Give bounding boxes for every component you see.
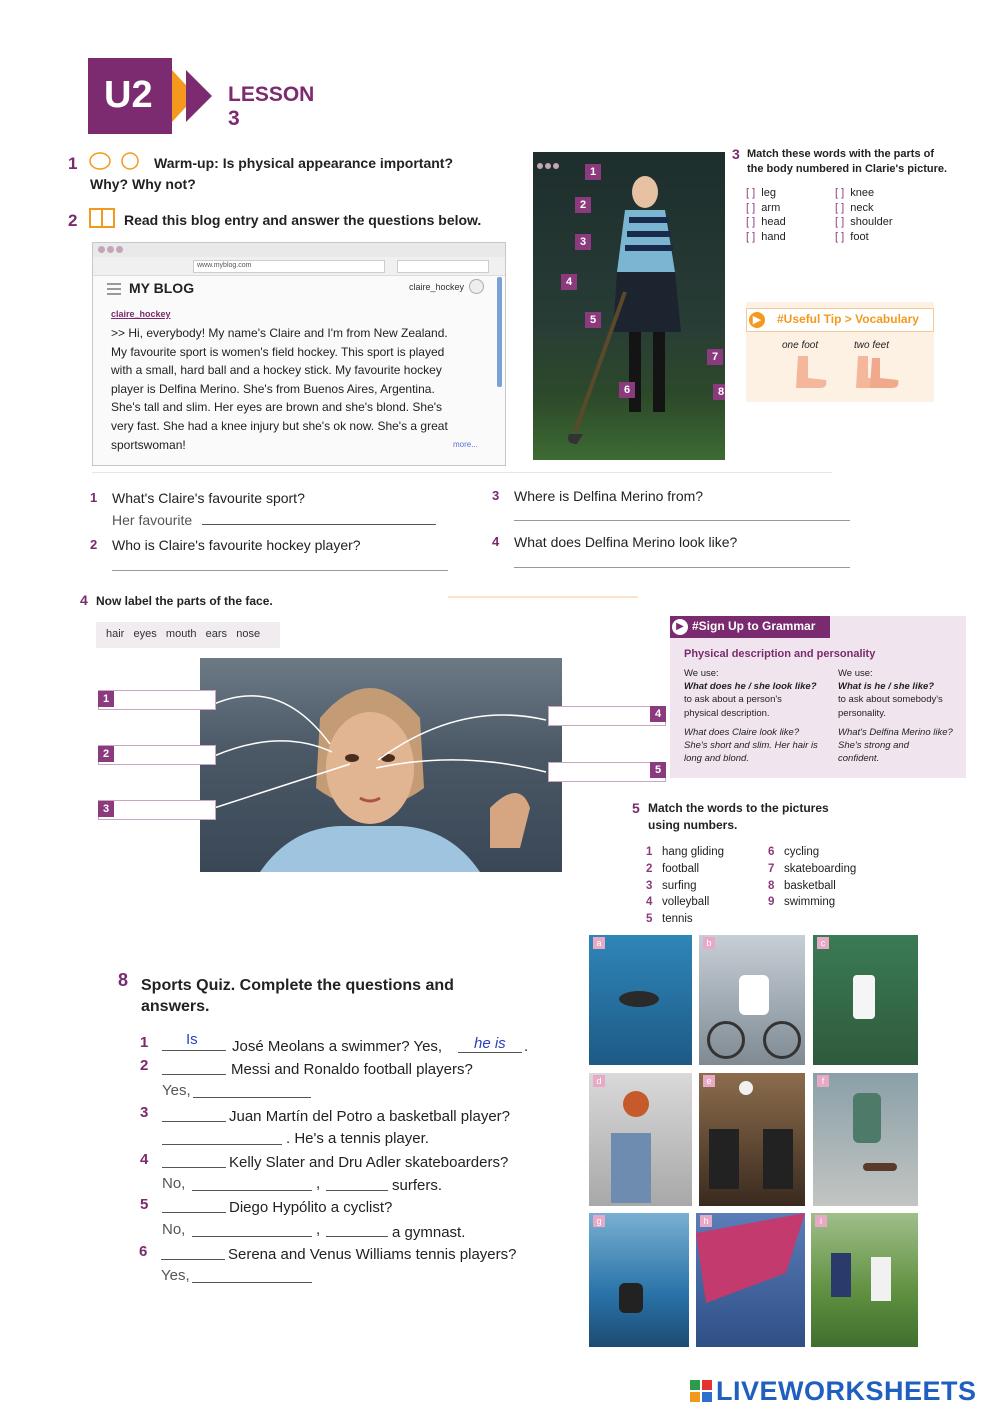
ex1-title-line2: Why? Why not? xyxy=(90,176,196,192)
quiz2-field1[interactable] xyxy=(162,1074,226,1075)
face-label-number: 5 xyxy=(650,762,666,778)
q2-answer-field[interactable] xyxy=(112,570,448,571)
q4-number: 4 xyxy=(492,534,500,549)
ex2-number: 2 xyxy=(68,211,78,230)
photo-letter: i xyxy=(815,1215,827,1227)
quiz-number: 4 xyxy=(140,1151,149,1168)
sport-skateboarding: skateboarding xyxy=(784,862,857,875)
post-text: >> Hi, everybody! My name's Claire and I'm from New Zealand. My favourite sport is women's field hockey. This sport is played with a small, hard ball and a hockey stick. My favourite hockey player is Delfina Merino. She's from Buenos Aires, Argentina. She's tall and slim. Her eyes are brown and she's blond. She's very fast. She had a knee injury but she's ok now. She's a great sportswoman! xyxy=(111,326,448,452)
sport-photo-d xyxy=(589,1073,692,1206)
logo-text: LIVEWORKSHEETS xyxy=(716,1376,977,1406)
photo-letter: a xyxy=(593,937,605,949)
face-label-field-5[interactable] xyxy=(548,762,666,782)
item-number: 8 xyxy=(768,879,775,892)
url-text: www.myblog.com xyxy=(197,262,252,269)
item-number: 9 xyxy=(768,896,775,909)
sport-photo-e xyxy=(699,1073,805,1206)
face-label-field-3[interactable] xyxy=(98,800,216,820)
face-label-number: 3 xyxy=(98,801,114,817)
sport-photo-h xyxy=(696,1213,805,1347)
browser-window xyxy=(92,242,506,466)
face-label-number: 1 xyxy=(98,691,114,707)
quiz1-answer1: Is xyxy=(186,1031,198,1048)
item-number: 7 xyxy=(768,862,775,875)
menu-icon[interactable] xyxy=(107,283,121,295)
hockey-player-figure xyxy=(533,152,725,460)
tip-one-foot: one foot xyxy=(782,340,819,351)
q1-text: What's Claire's favourite sport? xyxy=(112,490,305,506)
ex4-title: Now label the parts of the face. xyxy=(96,594,273,608)
feet-icon xyxy=(854,354,904,390)
quiz6-field2[interactable] xyxy=(192,1282,312,1283)
quiz3-question: Juan Martín del Potro a basketball player? xyxy=(229,1108,510,1125)
grammar-right-use: We use: xyxy=(838,668,873,679)
post-author[interactable]: claire_hockey xyxy=(111,309,171,319)
grammar-left-ex2: She's short and slim. Her hair is xyxy=(684,740,818,752)
claire-label: 2 xyxy=(575,197,591,213)
quiz4-field3[interactable] xyxy=(326,1190,388,1191)
ex5-title-line1: Match the words to the pictures xyxy=(648,801,829,815)
sport-photo-f xyxy=(813,1073,918,1206)
answer-bracket[interactable]: [ ] xyxy=(746,230,756,243)
arrow-right-icon: ▶ xyxy=(672,619,688,635)
claire-label: 6 xyxy=(619,382,635,398)
answer-bracket[interactable]: [ ] xyxy=(746,187,756,199)
claire-label: 1 xyxy=(585,164,601,180)
ex8-title-line1: Sports Quiz. Complete the questions and xyxy=(141,977,454,994)
grammar-left-ex1: What does Claire look like? xyxy=(684,726,800,738)
browser-titlebar xyxy=(93,243,505,257)
sport-volleyball: volleyball xyxy=(662,896,710,909)
unit-header xyxy=(88,58,328,134)
more-link[interactable]: more... xyxy=(453,440,478,449)
claire-label: 7 xyxy=(707,349,723,365)
ex3-title-line1: Match these words with the parts of xyxy=(747,148,935,160)
answer-bracket[interactable]: [ ] xyxy=(835,187,845,199)
face-label-field-1[interactable] xyxy=(98,690,216,710)
sport-tennis: tennis xyxy=(662,913,693,926)
ex4-number: 4 xyxy=(80,592,88,608)
ex1-number: 1 xyxy=(68,154,78,173)
item-number: 2 xyxy=(646,862,653,875)
tip-title: #Useful Tip > Vocabulary xyxy=(777,312,919,326)
ex5-title-line2: using numbers. xyxy=(648,818,738,832)
item-number: 6 xyxy=(768,846,775,858)
ex1-title-line1: Warm-up: Is physical appearance important? xyxy=(154,155,453,171)
q2-number: 2 xyxy=(90,537,98,552)
quiz6-field1[interactable] xyxy=(161,1259,225,1260)
photo-letter: c xyxy=(817,937,829,949)
photo-letter: h xyxy=(700,1215,712,1227)
face-label-number: 2 xyxy=(98,746,114,762)
lesson-label: LESSON 3 xyxy=(228,83,315,130)
grammar-right-desc1: to ask about somebody's xyxy=(838,694,943,706)
word-neck: neck xyxy=(850,201,874,214)
quiz-number: 3 xyxy=(140,1104,149,1121)
browser-toolbar xyxy=(93,257,505,276)
quiz2-question: Messi and Ronaldo football players? xyxy=(231,1061,473,1078)
answer-bracket[interactable]: [ ] xyxy=(835,201,845,214)
unit-label: U2 xyxy=(104,74,153,116)
face-label-field-4[interactable] xyxy=(548,706,666,726)
quiz5-field1[interactable] xyxy=(162,1212,226,1213)
ex5-col1 xyxy=(646,844,724,928)
quiz1-period: . xyxy=(524,1038,529,1055)
grammar-left-desc2: physical description. xyxy=(684,707,770,719)
q1-answer-start: Her favourite xyxy=(112,512,193,528)
quiz6-question: Serena and Venus Williams tennis players? xyxy=(228,1246,517,1263)
url-bar[interactable] xyxy=(193,260,385,273)
quiz3-answer-end: . He's a tennis player. xyxy=(286,1130,429,1147)
grammar-left-use: We use: xyxy=(684,668,719,679)
grammar-left-desc1: to ask about a person's xyxy=(684,694,782,706)
claire-label: 8 xyxy=(713,384,725,400)
ex5-number: 5 xyxy=(632,800,640,816)
word-knee: knee xyxy=(850,187,875,199)
quiz1-field1[interactable] xyxy=(162,1050,226,1051)
word-hand: hand xyxy=(761,230,786,243)
quiz2-field2[interactable] xyxy=(193,1097,311,1098)
ex3-number: 3 xyxy=(732,146,740,162)
answer-bracket[interactable]: [ ] xyxy=(835,216,845,228)
grammar-right-ex3: confident. xyxy=(838,753,880,765)
answer-bracket[interactable]: [ ] xyxy=(746,201,756,214)
quiz-number: 6 xyxy=(139,1243,148,1260)
quiz4-field1[interactable] xyxy=(162,1167,226,1168)
q4-text: What does Delfina Merino look like? xyxy=(514,534,738,550)
grammar-right-ex1: What's Delfina Merino like? xyxy=(838,726,953,738)
answer-bracket[interactable]: [ ] xyxy=(746,216,756,228)
quiz3-field2[interactable] xyxy=(162,1144,282,1145)
sport-hang-gliding: hang gliding xyxy=(662,846,725,858)
ex3-title-line2: the body numbered in Clarie's picture. xyxy=(747,163,948,175)
claire-label: 5 xyxy=(585,312,601,328)
quiz4-field2[interactable] xyxy=(192,1190,312,1191)
word-arm: arm xyxy=(761,201,781,214)
item-number: 5 xyxy=(646,913,653,926)
word-bank-text: hair eyes mouth ears nose xyxy=(106,628,261,640)
quiz-number: 2 xyxy=(140,1057,149,1074)
quiz6-answer-start: Yes, xyxy=(161,1267,190,1284)
sport-photo-b xyxy=(699,935,805,1065)
grammar-left-question: What does he / she look like? xyxy=(684,681,817,693)
item-number: 1 xyxy=(646,846,653,858)
word-bank xyxy=(96,622,280,648)
sport-basketball: basketball xyxy=(784,879,836,892)
q1-number: 1 xyxy=(90,490,98,505)
word-leg: leg xyxy=(761,187,776,199)
blog-title: MY BLOG xyxy=(129,280,195,296)
claire-label: 3 xyxy=(575,234,591,250)
q1-answer-field[interactable] xyxy=(202,524,436,525)
q4-answer-field[interactable] xyxy=(514,567,850,568)
q2-text: Who is Claire's favourite hockey player? xyxy=(112,537,361,553)
scrollbar[interactable] xyxy=(497,277,502,387)
photo-letter: g xyxy=(593,1215,605,1227)
foot-icon xyxy=(790,354,830,390)
logo-grid-icon xyxy=(690,1380,712,1402)
grammar-left-ex3: long and blond. xyxy=(684,753,749,765)
ex5-col2 xyxy=(768,844,856,911)
answer-bracket[interactable]: [ ] xyxy=(835,230,845,243)
search-bar[interactable] xyxy=(397,260,489,273)
ex8-title-line2: answers. xyxy=(141,998,210,1015)
quiz5-answer-end: a gymnast. xyxy=(392,1224,466,1241)
blog-user: claire_hockey xyxy=(409,282,465,292)
grammar-title: #Sign Up to Grammar xyxy=(692,619,816,633)
ex8-number: 8 xyxy=(118,970,129,990)
quiz5-question: Diego Hypólito a cyclist? xyxy=(229,1199,393,1216)
quiz4-question: Kelly Slater and Dru Adler skateboarders? xyxy=(229,1154,509,1171)
photo-letter: e xyxy=(703,1075,715,1087)
item-number: 4 xyxy=(646,896,653,909)
word-foot: foot xyxy=(850,230,869,243)
quiz5-answer-start: No, xyxy=(162,1221,186,1238)
quiz-number: 1 xyxy=(140,1034,149,1051)
quiz4-answer-start: No, xyxy=(162,1175,186,1192)
quiz4-answer-end: surfers. xyxy=(392,1177,443,1194)
grammar-right-desc2: personality. xyxy=(838,707,886,719)
word-head: head xyxy=(761,216,786,228)
quiz-number: 5 xyxy=(140,1196,149,1213)
q3-number: 3 xyxy=(492,488,500,503)
speech-bubbles-icon xyxy=(88,150,148,174)
grammar-subtitle: Physical description and personality xyxy=(684,648,876,660)
quiz1-question: José Meolans a swimmer? Yes, xyxy=(232,1038,443,1055)
claire-photo xyxy=(533,152,725,460)
face-arrows xyxy=(200,680,660,820)
book-icon xyxy=(88,206,116,230)
ex2-title: Read this blog entry and answer the questions below. xyxy=(124,212,482,228)
arrow-right-icon: ▶ xyxy=(749,312,765,328)
useful-tip-box xyxy=(746,302,934,402)
quiz1-answer2: he is xyxy=(474,1035,506,1052)
grammar-header xyxy=(670,616,830,638)
sport-surfing: surfing xyxy=(662,879,697,892)
face-label-number: 4 xyxy=(650,706,666,722)
avatar[interactable] xyxy=(469,279,484,294)
tip-two-feet: two feet xyxy=(854,340,890,351)
quiz5-field2[interactable] xyxy=(192,1236,312,1237)
face-label-field-2[interactable] xyxy=(98,745,216,765)
sport-swimming: swimming xyxy=(784,896,836,909)
quiz2-answer-start: Yes, xyxy=(162,1082,191,1099)
ex3-col1 xyxy=(746,186,786,244)
arrow-icon xyxy=(172,66,232,126)
sport-photo-c xyxy=(813,935,918,1065)
quiz1-field2[interactable] xyxy=(458,1052,522,1053)
quiz5-field3[interactable] xyxy=(326,1236,388,1237)
sport-football: football xyxy=(662,862,700,875)
liveworksheets-logo xyxy=(690,1376,990,1406)
sport-photo-i xyxy=(811,1213,918,1347)
word-shoulder: shoulder xyxy=(850,216,893,228)
sport-photo-a xyxy=(589,935,692,1065)
photo-letter: f xyxy=(817,1075,829,1087)
tip-header xyxy=(746,308,934,332)
sport-photo-g xyxy=(589,1213,689,1347)
grammar-right-question: What is he / she like? xyxy=(838,681,935,693)
ex3-col2 xyxy=(835,186,893,244)
q3-answer-field[interactable] xyxy=(514,520,850,521)
photo-letter: d xyxy=(593,1075,605,1087)
photo-letter: b xyxy=(703,937,715,949)
quiz3-field1[interactable] xyxy=(162,1121,226,1122)
claire-label: 4 xyxy=(561,274,577,290)
sport-cycling: cycling xyxy=(784,846,820,858)
grammar-right-ex2: She's strong and xyxy=(838,740,909,752)
item-number: 3 xyxy=(646,879,653,892)
q3-text: Where is Delfina Merino from? xyxy=(514,488,704,504)
grammar-box xyxy=(670,616,966,778)
